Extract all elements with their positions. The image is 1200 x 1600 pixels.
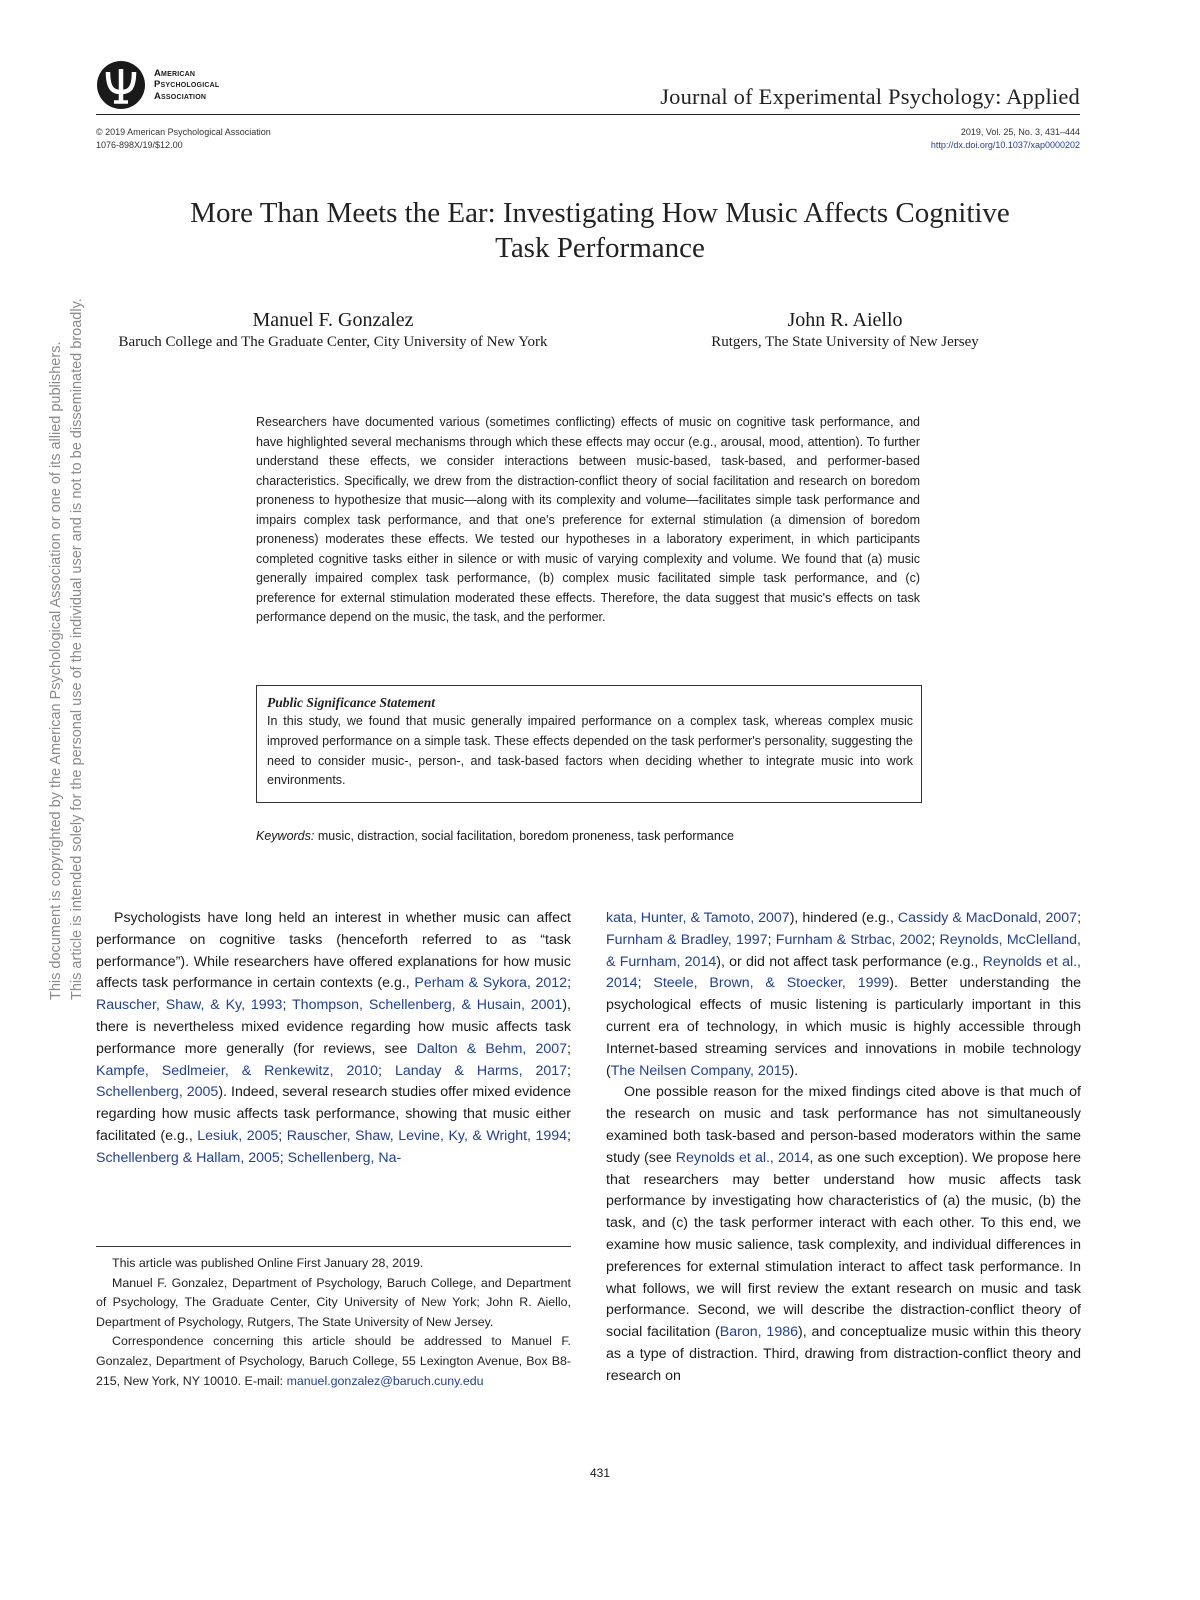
text-run: ; [567,975,572,992]
citation-link[interactable]: Lesiuk, 2005 [197,1127,279,1144]
citation-link[interactable]: kata, Hunter, & Tamoto, 2007 [606,910,790,926]
citation-link[interactable]: Furnham & Strbac, 2002 [775,931,932,948]
text-run: One possible reason for the mixed findings cited above is that much of the research on music and task performance has not simultaneously examined both task-based and person-based moderators within the same study (see [606,1084,1081,1166]
author-block-1 [98,308,568,352]
abstract: Researchers have documented various (sometimes conflicting) effects of music on cognitive task performance, and have highlighted several mechanisms through which these effects may occur (e.g., arousal, mood, attention). To further understand these effects, we consider interactions between music-based, task-based, and performer-based characteristics. Specifically, we drew from the distraction-conflict theory of social facilitation and research on boredom proneness to hypothesize that music—along with its complexity and volume—facilitates simple task performance and impairs complex task performance, and that one's preference for external stimulation (a dimension of boredom proneness) moderates these effects. We tested our hypotheses in a laboratory experiment, in which participants completed cognitive tasks either in silence or with music of varying complexity and volume. We found that (a) music generally impaired complex task performance, (b) complex music facilitated simple task performance, and (c) preference for external stimulation moderated these effects. Therefore, the data suggest that music's effects on task performance depend on the music, the task, and the performer. [256,415,920,624]
body-column-left [96,908,571,1170]
keywords-label: Keywords: [256,829,315,843]
logo-line-3: Association [154,90,207,102]
citation-link[interactable]: Perham & Sykora, 2012 [414,975,568,992]
public-significance-text: In this study, we found that music generally impaired performance on a complex task, whereas complex music improved performance on a simple task. These effects depended on the task performer's personality, suggesting the need to consider music-, person-, and task-based factors when deciding whether to integrate music into work environments. [267,714,913,788]
text-run: ; [567,1062,571,1079]
issn: 1076-898X/19/$12.00 [96,140,183,150]
paragraph [96,908,571,1170]
text-run: ; [279,1149,288,1166]
citation-block [931,126,1080,152]
citation-link[interactable]: Schellenberg & Hallam, 2005 [96,1149,280,1166]
text-run: ; [767,931,776,948]
citation-link[interactable]: Rauscher, Shaw, Levine, Ky, & Wright, 1994 [286,1127,568,1144]
title-line-2: Task Performance [495,232,705,264]
paragraph [606,1082,1081,1387]
psi-logo-icon [96,60,146,110]
text-run: ), there is nevertheless mixed evidence regarding how music affects task performance more generally (for reviews, see [96,997,571,1057]
text-run: ), and conceptualize music within this theory as a type of distraction. Third, drawing from distraction-conflict theory and research on [606,1324,1081,1384]
citation-link[interactable]: Rauscher, Shaw, & Ky, 1993 [96,997,283,1014]
keywords-text: music, distraction, social facilitation, boredom proneness, task performance [317,829,735,843]
text-run: ). Indeed, several research studies offer mixed evidence regarding how music affects task performance, showing that music either facilitated (e.g., [96,1084,572,1144]
page-number: 431 [589,1466,611,1480]
article-title [100,196,1100,266]
email-link[interactable]: manuel.gonzalez@baruch.cuny.edu [286,1373,484,1388]
text-run: , as one such exception). We propose here that researchers may better understand how music affects task performance by investigating how characteristics of (a) the music, (b) the task, and (c) the task performer interact with each other. To this end, we examine how music salience, task complexity, and individual differences in preferences for external stimulation interact to affect task performance. In what follows, we will first review the extant research on music and task performance. Second, we will describe the distraction-conflict theory of social facilitation ( [606,1149,1081,1341]
citation-link[interactable]: Schellenberg, Na- [287,1149,402,1166]
copyright-block [96,126,271,152]
citation-link[interactable]: Cassidy & MacDonald, 2007 [897,910,1078,926]
side-notice-line-2: This article is intended solely for the personal use of the individual user and is not to be disseminated broadly. [69,298,85,1000]
citation-link[interactable]: Reynolds et al., 2014 [675,1149,810,1166]
text-run: ; [931,931,940,948]
text-run: ; [567,1127,571,1144]
citation-link[interactable]: The Neilsen Company, 2015 [610,1062,790,1079]
text-run: ; [278,1127,287,1144]
author-affiliation: Rutgers, The State University of New Jersey [711,334,979,350]
footnote-correspondence [96,1332,571,1391]
footnote-published: This article was published Online First January 28, 2019. [112,1256,424,1270]
public-significance-box [256,685,922,803]
footnotes [96,1254,571,1391]
citation-link[interactable]: Thompson, Schellenberg, & Husain, 2001 [292,997,563,1014]
author-block-2 [660,308,1030,352]
logo-line-1: American [154,67,196,79]
title-line-1: More Than Meets the Ear: Investigating How Music Affects Cognitive [190,197,1010,229]
copyright-side-notice [46,298,88,1000]
text-run: ; [1077,910,1082,926]
body-column-right [606,908,1081,1388]
citation-link[interactable]: Reynolds, McClelland, & Furnham, 2014 [606,931,1081,970]
text-run: ). Better understanding the psychological effects of music listening is particularly important in this current era of technology, in which music is highly accessible through Internet-based streaming services and innovations in mobile technology ( [606,975,1081,1079]
paragraph [606,908,1081,1082]
logo-line-2: Psychological [154,79,220,91]
citation-link[interactable]: Landay & Harms, 2017 [394,1062,568,1079]
doi-link[interactable]: http://dx.doi.org/10.1037/xap0000202 [930,140,1080,150]
author-name: Manuel F. Gonzalez [252,309,414,331]
keywords [256,829,734,843]
citation-link[interactable]: Reynolds et al., 2014 [606,953,1081,992]
footnote-rule [96,1246,571,1247]
apa-logo [96,60,219,110]
text-run: ; [282,997,293,1014]
text-run: Psychologists have long held an interest in whether music can affect performance on cognitive tasks (henceforth referred to as “task performance”). While researchers have offered explanations for how music affects task performance in certain contexts (e.g., [96,910,571,992]
text-run: Correspondence concerning this article should be addressed to Manuel F. Gonzalez, Department of Psychology, Baruch College, 55 Lexington Avenue, Box B8-215, New York, NY 10010. E-mail: [96,1334,571,1388]
author-name: John R. Aiello [787,309,903,331]
text-run: ), hindered (e.g., [789,910,898,926]
side-notice-line-1: This document is copyrighted by the American Psychological Association or one of its allied publishers. [48,341,64,1000]
citation-link[interactable]: Kampfe, Sedlmeier, & Renkewitz, 2010 [96,1062,379,1079]
citation-link[interactable]: Furnham & Bradley, 1997 [606,931,768,948]
journal-title: Journal of Experimental Psychology: Applied [660,84,1080,109]
text-run: ), or did not affect task performance (e.g., [716,953,983,970]
header-rule [96,114,1080,115]
text-run: ; [637,975,654,992]
apa-logo-text [154,68,219,103]
public-significance-title: Public Significance Statement [267,695,435,710]
citation-link[interactable]: Dalton & Behm, 2007 [416,1040,568,1057]
citation-link[interactable]: Baron, 1986 [719,1324,798,1341]
author-affiliation: Baruch College and The Graduate Center, City University of New York [118,334,548,350]
citation-link[interactable]: Schellenberg, 2005 [96,1084,219,1101]
volume-info: 2019, Vol. 25, No. 3, 431–444 [960,127,1080,137]
text-run: ; [567,1040,571,1057]
copyright: © 2019 American Psychological Association [96,127,271,137]
text-run: ; [378,1062,395,1079]
citation-link[interactable]: Steele, Brown, & Stoecker, 1999 [653,975,890,992]
text-run: ). [789,1062,799,1079]
footnote-affiliations: Manuel F. Gonzalez, Department of Psychology, Baruch College, and Department of Psychology, The Graduate Center, City University of New York; John R. Aiello, Department of Psychology, Rutgers, The State University of New Jersey. [96,1275,571,1329]
